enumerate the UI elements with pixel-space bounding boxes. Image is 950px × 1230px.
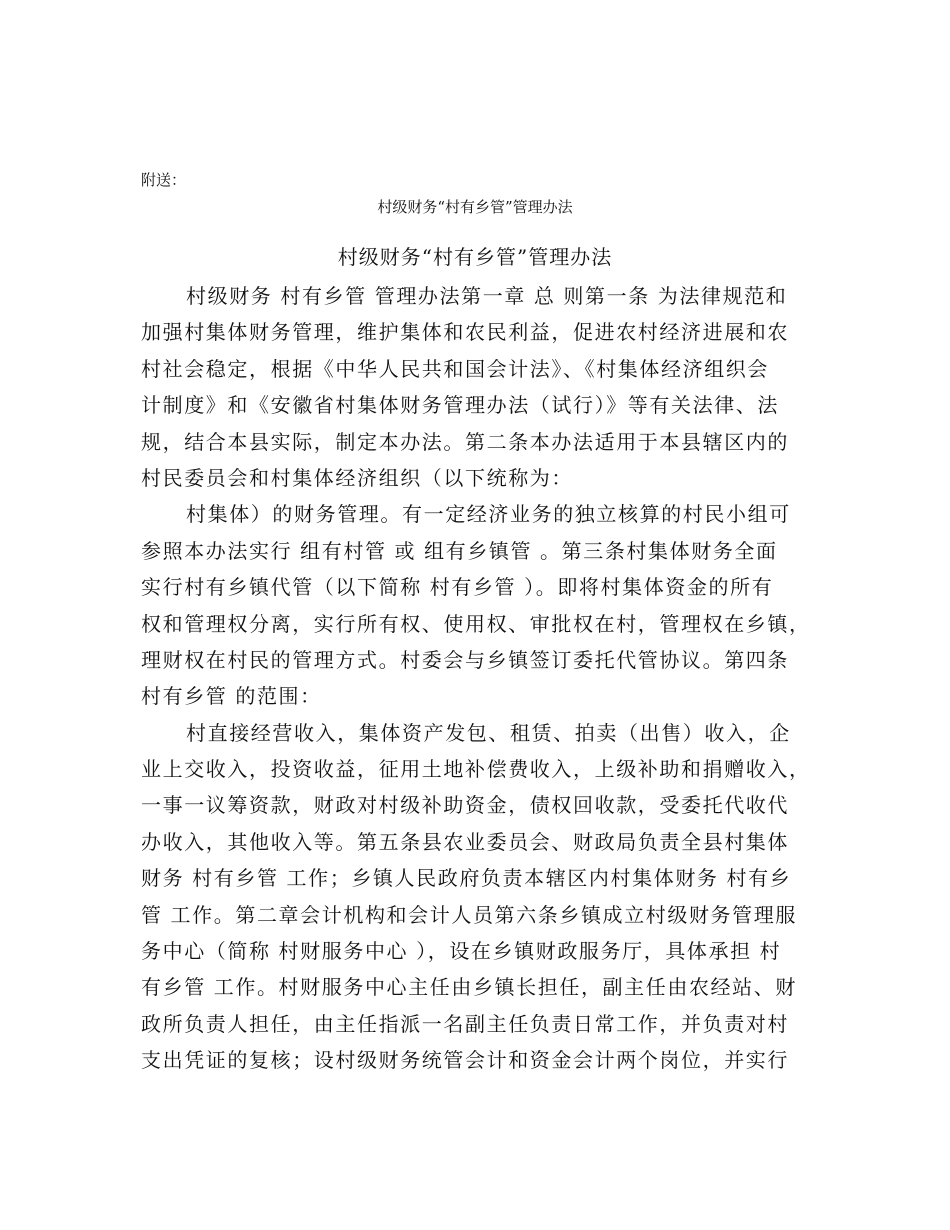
text-line: 村社会稳定，根据《中华人民共和国会计法》、《村集体经济组织会: [141, 356, 769, 381]
text-line: 业上交收入，投资收益，征用土地补偿费收入，上级补助和捐赠收入，: [141, 757, 811, 782]
text-line: 支出凭证的复核；设村级财务统管会计和资金会计两个岗位，并实行: [141, 1048, 789, 1073]
text-line: 村集体）的财务管理。有一定经济业务的独立核算的村民小组可: [186, 502, 791, 527]
document-body: [141, 278, 821, 1079]
text-line: 加强村集体财务管理，维护集体和农民利益，促进农村经济进展和农: [141, 320, 789, 345]
text-line: 村直接经营收入，集体资产发包、租赁、拍卖（出售）收入，企: [186, 720, 791, 745]
text-line: 财务 村有乡管 工作；乡镇人民政府负责本辖区内村集体财务 村有乡: [141, 866, 792, 891]
text-line: 实行村有乡镇代管（以下简称 村有乡管 ）。即将村集体资金的所有: [141, 575, 774, 600]
text-line: 权和管理权分离，实行所有权、使用权、审批权在村，管理权在乡镇，: [141, 611, 811, 636]
text-line: 有乡管 工作。村财服务中心主任由乡镇长担任，副主任由农经站、财: [141, 975, 797, 1000]
text-line: 规，结合本县实际，制定本办法。第二条本办法适用于本县辖区内的: [141, 429, 789, 454]
paragraph-2: [141, 496, 821, 714]
text-line: 村民委员会和村集体经济组织（以下统称为：: [141, 465, 573, 490]
text-line: 办收入，其他收入等。第五条县农业委员会、财政局负责全县村集体: [141, 829, 789, 854]
text-line: 村有乡管 的范围：: [141, 684, 322, 709]
attachment-label: 附送：: [141, 171, 187, 189]
text-line: 参照本办法实行 组有村管 或 组有乡镇管 。第三条村集体财务全面: [141, 538, 778, 563]
text-line: 理财权在村民的管理方式。村委会与乡镇签订委托代管协议。第四条: [141, 647, 789, 672]
text-line: 务中心（简称 村财服务中心 ），设在乡镇财政服务厅，具体承担 村: [141, 939, 782, 964]
text-line: 村级财务 村有乡管 管理办法第一章 总 则第一条 为法律规范和: [186, 284, 788, 308]
paragraph-1: [141, 278, 821, 496]
document-small-title: 村级财务“村有乡管”管理办法: [377, 198, 573, 216]
text-line: 政所负责人担任，由主任指派一名副主任负责日常工作，并负责对村: [141, 1011, 789, 1036]
text-line: 计制度》和《安徽省村集体财务管理办法（试行）》等有关法律、法: [141, 393, 779, 418]
text-line: 一事一议筹资款，财政对村级补助资金，债权回收款，受委托代收代: [141, 793, 789, 818]
document-main-title: 村级财务“村有乡管”管理办法: [337, 245, 613, 269]
paragraph-3: [141, 715, 821, 1079]
text-line: 管 工作。第二章会计机构和会计人员第六条乡镇成立村级财务管理服: [141, 902, 797, 927]
